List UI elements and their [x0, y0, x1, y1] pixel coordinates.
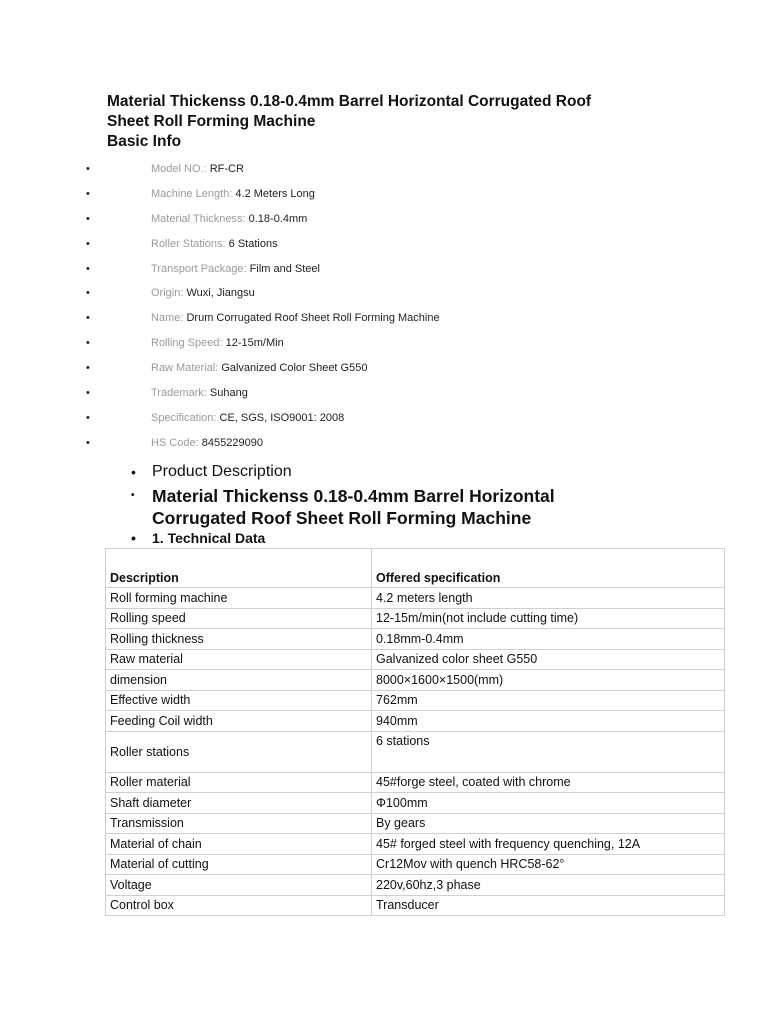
title-line-1: Material Thickenss 0.18-0.4mm Barrel Horizontal Corrugated Roof	[107, 93, 592, 110]
table-cell: Roll forming machine	[106, 588, 372, 609]
table-cell: Shaft diameter	[106, 793, 372, 814]
table-row	[106, 608, 725, 629]
basic-info-heading: Basic Info	[107, 133, 182, 150]
table-cell: Voltage	[106, 875, 372, 896]
table-row	[106, 895, 725, 916]
spec-value: Galvanized Color Sheet G550	[221, 362, 368, 375]
table-row	[106, 793, 725, 814]
table-cell: Φ100mm	[372, 793, 725, 814]
spec-label: Transport Package:	[151, 262, 247, 275]
table-cell: 4.2 meters length	[372, 588, 725, 609]
bullet-icon: •	[86, 436, 90, 449]
spec-label: Material Thickness:	[151, 212, 246, 225]
spec-label: Name:	[151, 312, 184, 325]
table-cell: 6 stations	[372, 731, 725, 772]
product-description-heading: Product Description	[152, 463, 292, 480]
spec-value: CE, SGS, ISO9001: 2008	[219, 411, 345, 424]
bullet-icon: •	[86, 212, 90, 225]
table-cell: Transducer	[372, 895, 725, 916]
table-row	[106, 649, 725, 670]
table-row	[106, 629, 725, 650]
bullet-icon: •	[131, 464, 136, 480]
list-item	[0, 157, 768, 182]
spec-value: 4.2 Meters Long	[235, 187, 315, 200]
table-cell: By gears	[372, 813, 725, 834]
list-item	[0, 207, 768, 232]
bullet-icon: •	[86, 387, 90, 400]
table-cell: Feeding Coil width	[106, 711, 372, 732]
list-item	[0, 485, 768, 529]
table-row	[106, 854, 725, 875]
list-item	[0, 331, 768, 356]
spec-label: Trademark:	[151, 387, 207, 400]
list-item	[0, 257, 768, 282]
spec-label: Model NO.:	[151, 163, 207, 175]
bullet-icon: •	[86, 237, 90, 250]
table-header-cell: Offered specification	[372, 549, 725, 588]
list-item	[0, 306, 768, 331]
spec-value: 0.18-0.4mm	[248, 212, 308, 225]
table-header-cell: Description	[106, 549, 372, 588]
bullet-icon: •	[86, 262, 90, 275]
description-list	[0, 461, 768, 551]
list-item	[0, 182, 768, 207]
list-item	[0, 232, 768, 257]
table-row	[106, 875, 725, 896]
bullet-icon: •	[86, 163, 90, 175]
table-row	[106, 670, 725, 691]
bullet-icon: •	[86, 337, 90, 350]
table-cell: 940mm	[372, 711, 725, 732]
table-row	[106, 834, 725, 855]
table-cell: Rolling thickness	[106, 629, 372, 650]
spec-value: Drum Corrugated Roof Sheet Roll Forming Machine	[186, 312, 440, 325]
table-cell: 220v,60hz,3 phase	[372, 875, 725, 896]
basic-info-list	[0, 157, 768, 456]
table-cell: Material of cutting	[106, 854, 372, 875]
table-cell: Material of chain	[106, 834, 372, 855]
table-cell: Raw material	[106, 649, 372, 670]
spec-label: Roller Stations:	[151, 237, 226, 250]
spec-value: 8455229090	[201, 436, 263, 449]
spec-label: Origin:	[151, 287, 184, 300]
spec-label: Machine Length:	[151, 187, 233, 200]
table-cell: 0.18mm-0.4mm	[372, 629, 725, 650]
bullet-icon: •	[86, 187, 90, 200]
table-cell: 762mm	[372, 690, 725, 711]
table-cell: 45#forge steel, coated with chrome	[372, 772, 725, 793]
table-cell: Roller stations	[106, 731, 372, 772]
bullet-icon: •	[131, 490, 135, 501]
list-item	[0, 281, 768, 306]
table-row	[106, 731, 725, 772]
spec-label: Specification:	[151, 411, 217, 424]
bullet-icon: •	[86, 312, 90, 325]
table-cell: Control box	[106, 895, 372, 916]
table-row	[106, 588, 725, 609]
bullet-icon: •	[86, 411, 90, 424]
page-title	[107, 92, 667, 152]
technical-data-table	[105, 548, 725, 916]
table-cell: Transmission	[106, 813, 372, 834]
table-row	[106, 813, 725, 834]
list-item	[0, 381, 768, 406]
product-heading: Material Thickenss 0.18-0.4mm Barrel Horizontal Corrugated Roof Sheet Roll Forming Machine	[152, 486, 555, 528]
spec-label: HS Code:	[151, 436, 199, 449]
list-item	[0, 406, 768, 431]
spec-value: 6 Stations	[228, 237, 278, 250]
table-header-row	[106, 549, 725, 588]
table-cell: Galvanized color sheet G550	[372, 649, 725, 670]
spec-value: Film and Steel	[249, 262, 320, 275]
bullet-icon: •	[131, 530, 136, 546]
table-cell: 8000×1600×1500(mm)	[372, 670, 725, 691]
spec-value: 12-15m/Min	[225, 337, 284, 350]
list-item	[0, 431, 768, 456]
spec-value: RF-CR	[209, 163, 244, 175]
list-item	[0, 356, 768, 381]
technical-data-heading: 1. Technical Data	[152, 530, 266, 546]
spec-label: Raw Material:	[151, 362, 219, 375]
table-cell: Effective width	[106, 690, 372, 711]
bullet-icon: •	[86, 287, 90, 300]
table-row	[106, 690, 725, 711]
table-cell: Cr12Mov with quench HRC58-62°	[372, 854, 725, 875]
table-cell: 12-15m/min(not include cutting time)	[372, 608, 725, 629]
spec-value: Wuxi, Jiangsu	[186, 287, 255, 300]
spec-value: Suhang	[209, 387, 248, 400]
title-line-2: Sheet Roll Forming Machine	[107, 113, 316, 130]
table-cell: Roller material	[106, 772, 372, 793]
table-row	[106, 772, 725, 793]
spec-label: Rolling Speed:	[151, 337, 223, 350]
table-row	[106, 711, 725, 732]
list-item	[0, 461, 768, 485]
bullet-icon: •	[86, 362, 90, 375]
table-cell: dimension	[106, 670, 372, 691]
table-cell: 45# forged steel with frequency quenching, 12A	[372, 834, 725, 855]
table-cell: Rolling speed	[106, 608, 372, 629]
